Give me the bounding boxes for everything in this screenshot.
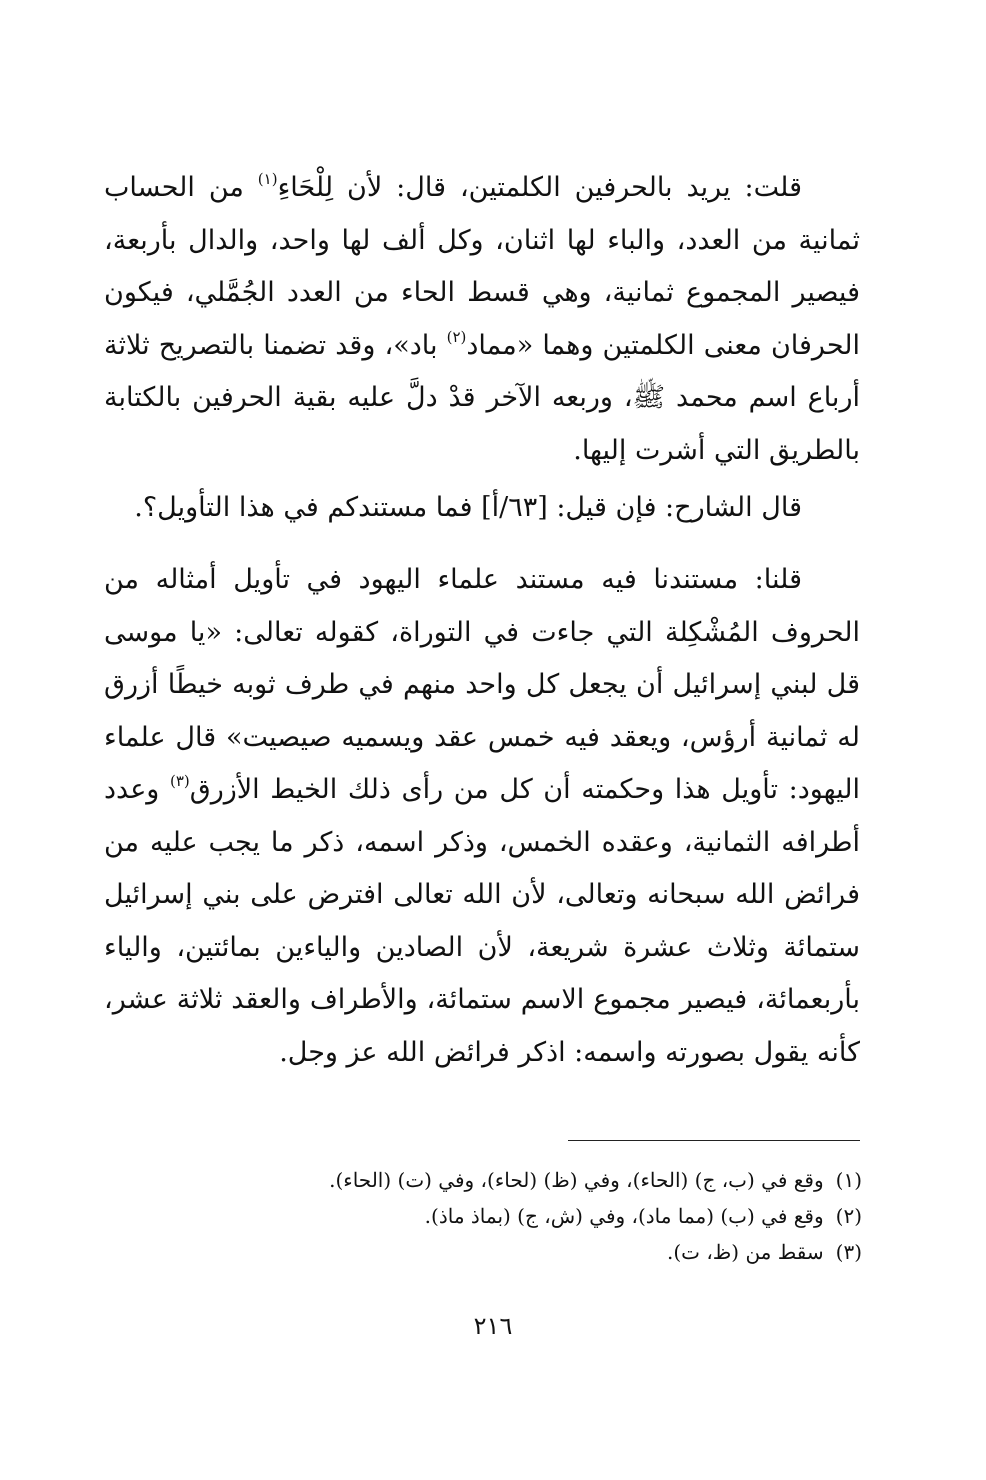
footnote-divider <box>568 1140 860 1141</box>
paragraph-3-part-2: وعدد أطرافه الثمانية، وعقده الخمس، وذكر اسمه، ذكر ما يجب عليه من فرائض الله سبحانه وتعالى، لأن الله تعالى افترض على بني إسرائيل ستمائة وثلاث عشرة شريعة، لأن الصادين والياءين بمائتين، والياء بأربعمائة، فيصير مجموع الاسم ستمائة، والأطراف والعقد ثلاثة عشر، كأنه يقول بصورته واسمه: اذكر فرائض الله عز وجل. <box>104 774 860 1068</box>
footnote-ref-2[interactable]: (٢) <box>446 327 467 346</box>
paragraph-1-part-1: قلت: يريد بالحرفين الكلمتين، قال: لأن لِلْحَاءِ <box>277 172 802 203</box>
footnote-ref-3[interactable]: (٣) <box>169 772 190 790</box>
footnote-2-text: وقع في (ب) (مما ماد)، وفي (ش، ج) (بماذ ماذ). <box>424 1204 824 1228</box>
footnote-3-text: سقط من (ظ، ت). <box>667 1240 824 1264</box>
paragraph-1-part-2: من الحساب ثمانية من العدد، والباء لها اثنان، وكل ألف لها واحد، والدال بأربعة، فيصير المجموع ثمانية، وهي قسط الحاء من العدد الجُمَّلي، فيكون الحرفان معنى الكلمتين وهما «مماد <box>104 172 860 361</box>
footnote-1-number: (١) <box>835 1168 862 1192</box>
paragraph-1 <box>104 162 860 477</box>
page-number: ٢١٦ <box>473 1312 513 1340</box>
paragraph-2 <box>104 482 860 535</box>
footnote-3-number: (٣) <box>835 1240 862 1264</box>
paragraph-1-part-3: باد»، وقد تضمنا بالتصريح ثلاثة أرباع اسم محمد ﷺ، وربعه الآخر قدْ دلَّ عليه بقية الحرفين بالكتابة بالطريق التي أشرت إليها. <box>104 329 860 466</box>
paragraph-2-text: قال الشارح: فإن قيل: [٦٣/أ] فما مستندكم في هذا التأويل؟. <box>134 492 802 523</box>
paragraph-3 <box>104 554 860 1079</box>
footnote-1-text: وقع في (ب، ج) (الحاء)، وفي (ظ) (لحاء)، وفي (ت) (الحاء). <box>329 1168 824 1192</box>
footnote-2 <box>104 1198 862 1234</box>
footnote-ref-1[interactable]: (١) <box>257 170 278 188</box>
footnote-3 <box>104 1234 862 1270</box>
footnote-1 <box>104 1162 862 1198</box>
footnotes <box>104 1162 862 1270</box>
footnote-2-number: (٢) <box>835 1204 862 1228</box>
paragraph-3-part-1: قلنا: مستندنا فيه مستند علماء اليهود في تأويل أمثاله من الحروف المُشْكِلة التي جاءت في التوراة، كقوله تعالى: «يا موسى قل لبني إسرائيل أن يجعل كل واحد منهم في طرف ثوبه خيطًا أزرق له ثمانية أرؤس، ويعقد فيه خمس عقد ويسميه صيصيت» قال علماء اليهود: تأويل هذا وحكمته أن كل من رأى ذلك الخيط الأزرق <box>104 564 860 805</box>
